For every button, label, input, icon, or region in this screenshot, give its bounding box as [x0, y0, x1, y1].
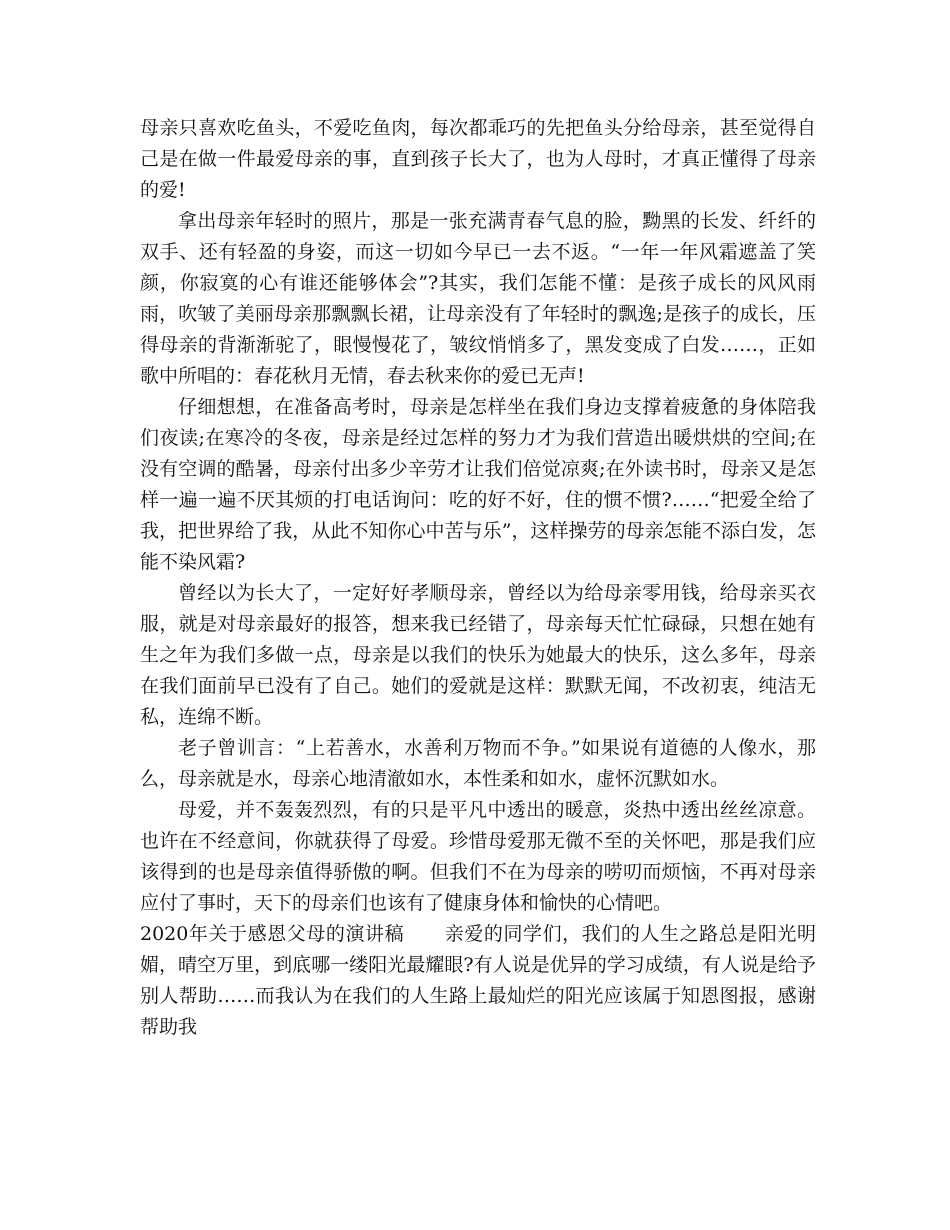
paragraph-5: 老子曾训言：“上若善水，水善利万物而不争。”如果说有道德的人像水，那么，母亲就是水，母亲心地清澈如水，本性柔和如水，虚怀沉默如水。 — [140, 737, 816, 790]
speech-title: 2020年关于感恩父母的演讲稿 — [140, 923, 405, 945]
document-body — [140, 113, 816, 1043]
speech-opening-text: 亲爱的同学们，我们的人生之路总是阳光明媚，晴空万里，到底哪一缕阳光最耀眼?有人说是优异的学习成绩，有人说是给予别人帮助……而我认为在我们的人生路上最灿烂的阳光应该属于知恩图报，感谢帮助我 — [140, 923, 816, 1038]
paragraph-6: 母爱，并不轰轰烈烈，有的只是平凡中透出的暖意，炎热中透出丝丝凉意。也许在不经意间，你就获得了母爱。珍惜母爱那无微不至的关怀吧，那是我们应该得到的也是母亲值得骄傲的啊。但我们不在为母亲的唠叨而烦恼，不再对母亲应付了事时，天下的母亲们也该有了健康身体和愉快的心情吧。 — [140, 799, 816, 914]
paragraph-3: 仔细想想，在准备高考时，母亲是怎样坐在我们身边支撑着疲惫的身体陪我们夜读;在寒冷的冬夜，母亲是经过怎样的努力才为我们营造出暖烘烘的空间;在没有空调的酷暑，母亲付出多少辛劳才让我们倍觉凉爽;在外读书时，母亲又是怎样一遍一遍不厌其烦的打电话询问：吃的好不好，住的惯不惯?……“把爱全给了我，把世界给了我，从此不知你心中苦与乐”，这样操劳的母亲怎能不添白发，怎能不染风霜? — [140, 396, 816, 573]
paragraph-4: 曾经以为长大了，一定好好孝顺母亲，曾经以为给母亲零用钱，给母亲买衣服，就是对母亲最好的报答，想来我已经错了，母亲每天忙忙碌碌，只想在她有生之年为我们多做一点，母亲是以我们的快乐为她最大的快乐，这么多年，母亲在我们面前早已没有了自己。她们的爱就是这样：默默无闻，不改初衷，纯洁无私，连绵不断。 — [140, 582, 816, 728]
speech-section — [140, 919, 816, 1043]
paragraph-2: 拿出母亲年轻时的照片，那是一张充满青春气息的脸，黝黑的长发、纤纤的双手、还有轻盈的身姿，而这一切如今早已一去不返。“一年一年风霜遮盖了笑颜，你寂寞的心有谁还能够体会”?其实，我们怎能不懂：是孩子成长的风风雨雨，吹皱了美丽母亲那飘飘长裙，让母亲没有了年轻时的飘逸;是孩子的成长，压得母亲的背渐渐驼了，眼慢慢花了，皱纹悄悄多了，黑发变成了白发……，正如歌中所唱的：春花秋月无情，春去秋来你的爱已无声! — [140, 210, 816, 387]
paragraph-1: 母亲只喜欢吃鱼头，不爱吃鱼肉，每次都乖巧的先把鱼头分给母亲，甚至觉得自己是在做一件最爱母亲的事，直到孩子长大了，也为人母时，才真正懂得了母亲的爱! — [140, 117, 816, 201]
